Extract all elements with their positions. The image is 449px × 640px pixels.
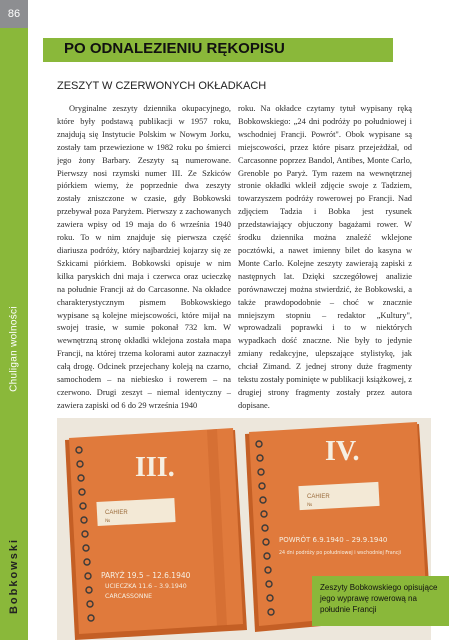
running-author: Bobkowski — [8, 537, 20, 615]
svg-text:CAHIER: CAHIER — [105, 510, 128, 516]
article-right-column — [238, 103, 412, 418]
svg-text:CAHIER: CAHIER — [307, 494, 330, 500]
notebook-left — [65, 428, 247, 640]
svg-text:24 dni podróży po południowej: 24 dni podróży po południowej i wschodniej Francji — [279, 551, 402, 556]
photo-caption: Zeszyty Bobkowskiego opisujące jego wyprawę rowerową na południe Francji — [312, 576, 449, 626]
svg-text:POWRÓT 6.9.1940 – 29.9.1940: POWRÓT 6.9.1940 – 29.9.1940 — [279, 536, 388, 544]
article-paragraph: Oryginalne zeszyty dziennika okupacyjnego, które były podstawą publikacji w 1957 roku, znajdują się Instytucie Polskim w Nowym Jorku, zostały tam przewiezione w 1982 roku po śmierci jego żony Barbary. Zeszyty są numerowane. Pierwszy nosi rzymski numer III. Ze Szkiców piórkiem wiemy, że poprzednie dwa zeszyty zostały zniszczone w czasie, gdy Bobkowski przebywał poza Paryżem. Pierwszy z zachowanych zawiera wpisy od 19 maja do 6 września 1940 roku. To w nim znajduje się pierwsza część diariusza podróży, który najbardziej kojarzy się ze Szkicami piórkiem. Bobkowski opisuje w nim kilka paryskich dni maja i czerwca oraz ucieczkę na południe Francji aż do Carcasonne. Na okładce charakterystycznym pismem Bobkowskiego wypisane są kolejne miejscowości, które mijał na swojej trasie, w sumie pokonał 732 km. W wewnętrzną stronę okładki wklejona została mapa Francji, na której trzema kolorami autor zaznaczył całą drogę. Odcinek przejechany koleją na czarno, samochodem – na niebiesko i rowerem – na czerwono. Drugi zeszyt – niemal identyczny – zawiera zapiski od 6 do 29 września 1940 — [57, 104, 231, 410]
svg-text:UCIECZKA 11.6 – 3.9.1940: UCIECZKA 11.6 – 3.9.1940 — [105, 583, 187, 590]
page-title: PO ODNALEZIENIU RĘKOPISU — [64, 40, 285, 57]
svg-text:№: № — [307, 502, 313, 508]
svg-text:CARCASSONNE: CARCASSONNE — [105, 593, 152, 600]
svg-text:№: № — [105, 518, 111, 524]
notebook-right-number: IV. — [325, 436, 360, 467]
svg-text:PARYŻ 19.5 – 12.6.1940: PARYŻ 19.5 – 12.6.1940 — [101, 571, 191, 580]
article-left-column — [57, 103, 231, 418]
running-title: Chuligan wolności — [8, 306, 20, 392]
page-number: 86 — [0, 0, 28, 28]
section-title: ZESZYT W CZERWONYCH OKŁADKACH — [57, 80, 267, 92]
notebook-left-number: III. — [135, 452, 175, 483]
article-paragraph: roku. Na okładce czytamy tytuł wypisany ręką Bobkowskiego: „24 dni podróży po południowej i wschodniej Francji. Powrót". Obok wypisane są miejscowości, przez które pisarz przejeżdżał, od Carcasonne poprzez Bandol, Antibes, Monte Carlo, Grenoble po Paryż. Tym razem na wewnętrznej stronie okładki wkleił zdjęcie swoje z Tadziem, towarzyszem podróży rowerowej po Francji. Nad zdjęciem Tadzia i Bobka jest rysunek przedstawiający objuczony bagażami rower. W środku dziennika można znaleźć wklejone pocztówki, a nawet imienny bilet do kasyna w Monte Carlo. Kolejne zeszyty zawierają zapiski z następnych lat. Dzięki szczegółowej analizie porównawczej można stwierdzić, że Bobkowski, a także prawdopodobnie – choć w znacznie mniejszym stopniu – redaktor „Kultury", wprowadzali poprawki i to w niektórych wypadkach dość znaczne. Nie były to jedynie zmiany redakcyjne, ulepszające stylistykę, jak chciał Zimand. Z jednej strony duże fragmenty tekstu zostały pominięte w publikacji książkowej, z drugiej strony fragmenty zostały przez autora dopisane. — [238, 104, 412, 410]
